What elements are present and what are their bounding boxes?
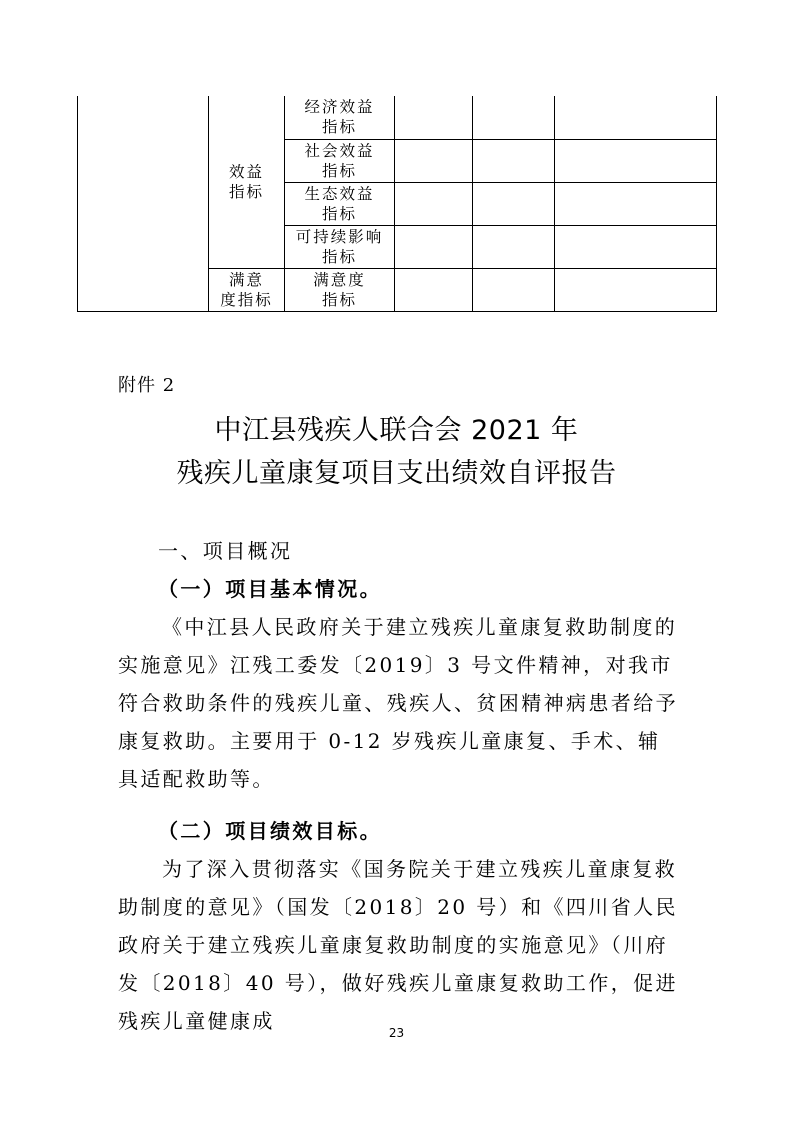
indicator-cell: 满意度 指标 [285, 268, 395, 311]
indicator-cell: 生态效益 指标 [285, 182, 395, 225]
empty-cell [555, 268, 717, 311]
empty-cell [555, 139, 717, 182]
empty-cell [473, 268, 555, 311]
empty-cell [395, 182, 473, 225]
empty-cell [473, 96, 555, 139]
empty-cell [395, 139, 473, 182]
subsection-heading: （一）项目基本情况。 [158, 577, 382, 601]
empty-cell [473, 139, 555, 182]
table-row [78, 96, 717, 139]
paragraph: 为了深入贯彻落实《国务院关于建立残疾儿童康复救助制度的意见》（国发〔2018〕20 号）和《四川省人民政府关于建立残疾儿童康复救助制度的实施意见》（川府发〔2018〕40 号），做好残疾儿童康复救助工作，促进残疾儿童健康成 [118, 857, 678, 1033]
performance-indicator-table [77, 96, 717, 312]
subsection-heading: （二）项目绩效目标。 [158, 819, 382, 843]
report-title-line-1: 中江县残疾人联合会 2021 年 [214, 415, 579, 446]
empty-cell [555, 225, 717, 268]
blank-category-cell [78, 96, 209, 311]
indicator-cell: 可持续影响 指标 [285, 225, 395, 268]
empty-cell [395, 268, 473, 311]
report-title-line-2: 残疾儿童康复项目支出绩效自评报告 [176, 458, 617, 489]
empty-cell [395, 225, 473, 268]
empty-cell [473, 225, 555, 268]
attachment-label: 附件 2 [118, 375, 176, 396]
indicator-cell: 社会效益 指标 [285, 139, 395, 182]
paragraph: 《中江县人民政府关于建立残疾儿童康复救助制度的实施意见》江残工委发〔2019〕3 号文件精神，对我市符合救助条件的残疾儿童、残疾人、贫困精神病患者给予康复救助。主要用于 0-12 岁残疾儿童康复、手术、辅具适配救助等。 [118, 615, 678, 791]
empty-cell [555, 96, 717, 139]
section-heading: 一、项目概况 [158, 539, 293, 563]
satisfaction-category-cell: 满意 度指标 [209, 268, 285, 311]
empty-cell [395, 96, 473, 139]
efficiency-category-cell: 效益 指标 [209, 96, 285, 268]
empty-cell [555, 182, 717, 225]
page-number: 23 [388, 1026, 405, 1040]
empty-cell [473, 182, 555, 225]
indicator-cell: 经济效益 指标 [285, 96, 395, 139]
